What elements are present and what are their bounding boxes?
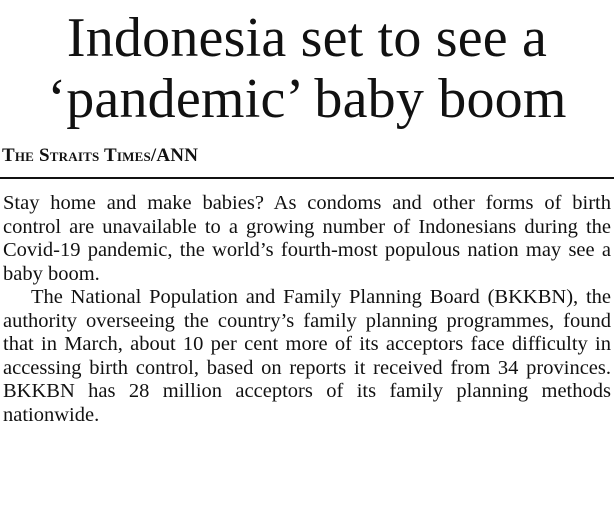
paragraph-1: Stay home and make babies? As condoms and other forms of birth control are unavailable to a growing number of Indonesians during the Covid-19 pandemic, the world’s fourth-most populous nation may see a baby boom.: [3, 192, 611, 285]
divider-rule: [0, 177, 614, 179]
byline: The Straits Times/ANN: [2, 145, 199, 166]
paragraph-2: The National Population and Family Planning Board (BKKBN), the authority overseeing the country’s family planning programmes, found that in March, about 10 per cent more of its acceptors face difficulty in accessing birth control, based on reports it received from 34 provinces. BKKBN has 28 million acceptors of its family planning methods nationwide.: [3, 286, 611, 426]
headline-line-1: Indonesia set to see a: [66, 7, 548, 69]
headline-line-2: ‘pandemic’ baby boom: [47, 68, 567, 130]
article-body: [3, 192, 611, 427]
headline: [0, 8, 614, 130]
